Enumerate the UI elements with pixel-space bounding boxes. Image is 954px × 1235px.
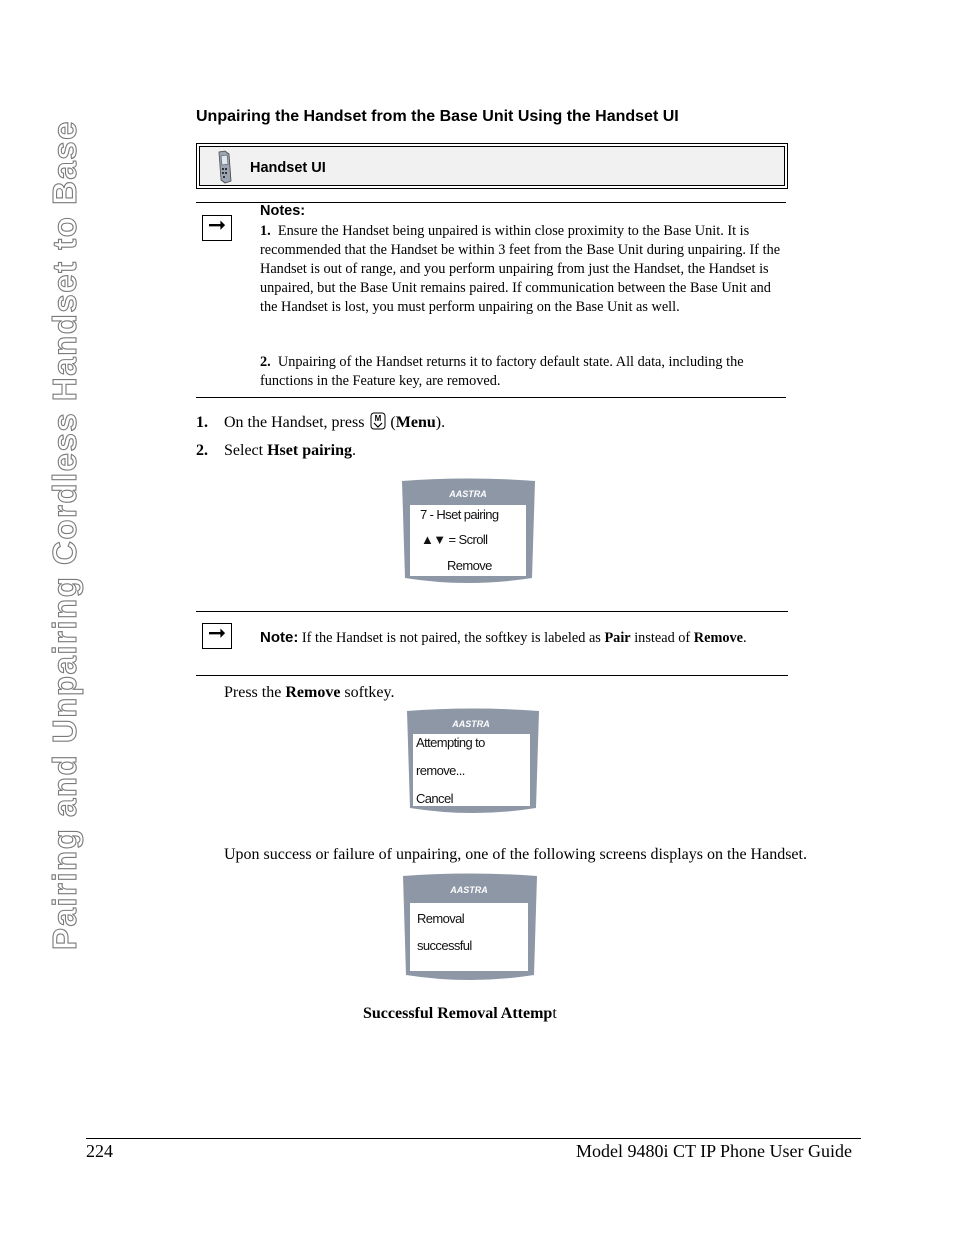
press-remove-text xyxy=(224,684,394,702)
note2-text-after: . xyxy=(743,630,747,646)
note2-label: Note: xyxy=(260,629,299,646)
screen-line: 7 - Hset pairing xyxy=(420,507,499,522)
screen-line: Attempting to xyxy=(416,735,485,750)
note2-top-rule xyxy=(196,611,788,612)
caption-bold: Successful Removal Attemp xyxy=(363,1005,553,1022)
upon-success-text: Upon success or failure of unpairing, one of the following screens displays on the Handset. xyxy=(224,846,807,863)
step-text: Select xyxy=(224,442,268,459)
handset-screen-hset-pairing xyxy=(400,478,537,586)
step-text: On the Handset, press xyxy=(224,414,365,431)
step-after: . xyxy=(351,442,356,459)
note-item-number: 1. xyxy=(260,223,271,239)
handset-screen-removal-successful xyxy=(401,873,539,983)
step-after: ). xyxy=(435,414,446,431)
notes-bottom-rule xyxy=(196,397,786,398)
screen-line: Removal xyxy=(417,911,465,926)
step-paren: ( xyxy=(386,414,396,431)
press-text-after: softkey. xyxy=(340,684,395,701)
press-text-bold: Remove xyxy=(285,684,341,701)
chapter-side-title: Pairing and Unpairing Cordless Handset to Base xyxy=(46,120,83,950)
note-item-text: Unpairing of the Handset returns it to factory default state. All data, including the functions in the Feature key, are removed. xyxy=(260,354,744,389)
note2-text-mid: instead of xyxy=(630,630,694,646)
note2-bottom-rule xyxy=(196,675,788,676)
press-text-before: Press the xyxy=(224,684,286,701)
caption-normal: t xyxy=(552,1005,557,1022)
screen-softkey: Cancel xyxy=(416,791,453,806)
note2-text xyxy=(260,629,790,647)
page-number: 224 xyxy=(86,1141,113,1161)
arrow-right-icon: ➞ xyxy=(202,215,232,241)
step-bold: Hset pairing xyxy=(267,442,352,459)
screen-softkey: Remove xyxy=(447,558,492,573)
handset-ui-label: Handset UI xyxy=(250,160,326,176)
note-item-number: 2. xyxy=(260,354,271,370)
note-item-2 xyxy=(260,353,786,391)
screen-line: remove... xyxy=(416,763,465,778)
handset-ui-box xyxy=(196,143,788,189)
note-item-1 xyxy=(260,222,786,317)
note-item-text: Ensure the Handset being unpaired is within close proximity to the Base Unit. It is recommended that the Handset be within 3 feet from the Base Unit during unpairing. If the Handset is out of range, and you perform unpairing from just the Handset, the Handset is unpaired, but the Base Unit remains paired. If communication between the Base Unit and the Handset is lost, you must perform unpairing on the Base Unit as well. xyxy=(260,223,781,315)
step-number: 1. xyxy=(196,414,208,431)
figure-caption xyxy=(363,1005,557,1023)
note2-text-before: If the Handset is not paired, the softkey is labeled as xyxy=(298,630,605,646)
handset-screen-attempting xyxy=(405,708,541,816)
step-1 xyxy=(196,412,445,432)
note2-bold-remove: Remove xyxy=(693,630,744,646)
note2-bold-pair: Pair xyxy=(604,630,631,646)
notes-title: Notes: xyxy=(260,203,306,219)
step-2 xyxy=(196,442,356,460)
arrow-right-icon: ➞ xyxy=(202,623,232,649)
svg-text:M: M xyxy=(375,414,382,423)
screen-brand: AASTRA xyxy=(450,885,488,895)
screen-brand: AASTRA xyxy=(452,719,490,729)
menu-key-icon xyxy=(370,412,386,430)
handset-icon xyxy=(212,150,238,184)
footer-rule xyxy=(86,1138,861,1139)
screen-line: ▲▼ = Scroll xyxy=(421,532,488,547)
screen-brand: AASTRA xyxy=(449,489,487,499)
step-bold: Menu xyxy=(395,414,436,431)
screen-line: successful xyxy=(417,938,472,953)
section-heading: Unpairing the Handset from the Base Unit Using the Handset UI xyxy=(196,108,679,125)
step-number: 2. xyxy=(196,442,208,459)
guide-title: Model 9480i CT IP Phone User Guide xyxy=(576,1141,852,1161)
